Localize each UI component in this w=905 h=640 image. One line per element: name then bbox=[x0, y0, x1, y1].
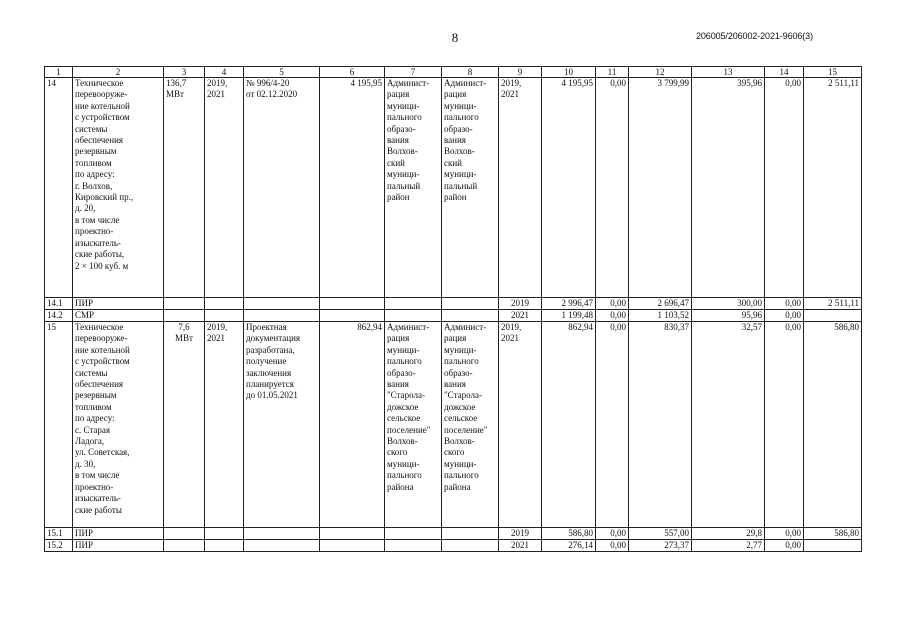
value-cell: 0,00 bbox=[765, 310, 804, 322]
column-header: 15 bbox=[804, 67, 862, 78]
value-cell: 2 511,11 bbox=[804, 298, 862, 310]
years-cell: 2019, 2021 bbox=[205, 78, 244, 298]
years-cell: 2019, 2021 bbox=[499, 322, 542, 528]
value-cell: 0,00 bbox=[596, 298, 629, 310]
column-header: 5 bbox=[244, 67, 320, 78]
value-cell: 4 195,95 bbox=[542, 78, 596, 298]
value-cell bbox=[804, 540, 862, 552]
column-header: 2 bbox=[73, 67, 164, 78]
row-number: 14.1 bbox=[45, 298, 73, 310]
table-row bbox=[45, 528, 862, 540]
value-cell: 395,96 bbox=[692, 78, 765, 298]
row-number: 15 bbox=[45, 322, 73, 528]
value-cell: 300,00 bbox=[692, 298, 765, 310]
organization-cell bbox=[442, 310, 499, 322]
capacity-cell bbox=[164, 310, 205, 322]
value-cell: 586,80 bbox=[542, 528, 596, 540]
value-cell: 0,00 bbox=[765, 322, 804, 528]
object-description: Техническое перевооруже- ние котельной с устройством системы обеспечения резервным топливом по адресу: г. Волхов, Кировский пр., д. 20, в том числе проектно- изыскатель- ские работы, 2 × 100 куб. м bbox=[73, 78, 164, 298]
organization-cell: Админист- рация муници- пального образо- вания "Старола- дожское сельское поселение" Волхов- ского муници- пального района bbox=[442, 322, 499, 528]
value-cell: 0,00 bbox=[596, 528, 629, 540]
object-description: Техническое перевооруже- ние котельной с устройством системы обеспечения резервным топливом по адресу: с. Старая Ладога, ул. Советская, д. 30, в том числе проектно- изыскатель- ские работы bbox=[73, 322, 164, 528]
document-cell bbox=[244, 540, 320, 552]
years-cell: 2019, 2021 bbox=[499, 78, 542, 298]
column-header: 14 bbox=[765, 67, 804, 78]
years-cell: 2019 bbox=[499, 298, 542, 310]
value-cell bbox=[804, 310, 862, 322]
value-cell: 4 195,95 bbox=[320, 78, 385, 298]
row-number: 14 bbox=[45, 78, 73, 298]
value-cell bbox=[320, 298, 385, 310]
value-cell: 2 511,11 bbox=[804, 78, 862, 298]
document-cell: Проектная документация разработана, получение заключения планируется до 01.05.2021 bbox=[244, 322, 320, 528]
value-cell: 32,57 bbox=[692, 322, 765, 528]
value-cell: 276,14 bbox=[542, 540, 596, 552]
column-header: 9 bbox=[499, 67, 542, 78]
capacity-cell bbox=[164, 540, 205, 552]
years-cell bbox=[205, 540, 244, 552]
value-cell: 1 199,48 bbox=[542, 310, 596, 322]
organization-cell bbox=[442, 528, 499, 540]
organization-cell bbox=[442, 540, 499, 552]
capacity-cell: 7,6 МВт bbox=[164, 322, 205, 528]
years-cell bbox=[205, 310, 244, 322]
organization-cell: Админист- рация муници- пального образо- вания Волхов- ский муници- пальный район bbox=[385, 78, 442, 298]
document-cell: № 996/4-20 от 02.12.2020 bbox=[244, 78, 320, 298]
value-cell: 0,00 bbox=[765, 78, 804, 298]
organization-cell: Админист- рация муници- пального образо- вания Волхов- ский муници- пальный район bbox=[442, 78, 499, 298]
column-header: 10 bbox=[542, 67, 596, 78]
document-cell bbox=[244, 310, 320, 322]
value-cell: 586,80 bbox=[804, 322, 862, 528]
value-cell: 862,94 bbox=[320, 322, 385, 528]
value-cell bbox=[320, 540, 385, 552]
column-header: 11 bbox=[596, 67, 629, 78]
value-cell: 830,37 bbox=[629, 322, 692, 528]
years-cell bbox=[205, 298, 244, 310]
value-cell: 557,00 bbox=[629, 528, 692, 540]
value-cell bbox=[320, 528, 385, 540]
row-number: 14.2 bbox=[45, 310, 73, 322]
value-cell: 0,00 bbox=[596, 540, 629, 552]
value-cell: 1 103,52 bbox=[629, 310, 692, 322]
row-number: 15.1 bbox=[45, 528, 73, 540]
table-row bbox=[45, 298, 862, 310]
value-cell bbox=[320, 310, 385, 322]
object-description: СМР bbox=[73, 310, 164, 322]
document-cell bbox=[244, 298, 320, 310]
organization-cell bbox=[442, 298, 499, 310]
column-header: 8 bbox=[442, 67, 499, 78]
document-code: 206005/206002-2021-9606(3) bbox=[695, 31, 813, 41]
value-cell: 0,00 bbox=[596, 310, 629, 322]
value-cell: 0,00 bbox=[765, 298, 804, 310]
capacity-cell bbox=[164, 528, 205, 540]
column-header: 6 bbox=[320, 67, 385, 78]
organization-cell bbox=[385, 540, 442, 552]
investment-table bbox=[44, 66, 862, 552]
column-header: 4 bbox=[205, 67, 244, 78]
table-row bbox=[45, 540, 862, 552]
object-description: ПИР bbox=[73, 298, 164, 310]
capacity-cell: 136,7 МВт bbox=[164, 78, 205, 298]
organization-cell: Админист- рация муници- пального образо- вания "Старола- дожское сельское поселение" Волхов- ского муници- пального района bbox=[385, 322, 442, 528]
value-cell: 95,96 bbox=[692, 310, 765, 322]
value-cell: 3 799,99 bbox=[629, 78, 692, 298]
value-cell: 586,80 bbox=[804, 528, 862, 540]
capacity-cell bbox=[164, 298, 205, 310]
column-header: 13 bbox=[692, 67, 765, 78]
table-row bbox=[45, 310, 862, 322]
value-cell: 2 996,47 bbox=[542, 298, 596, 310]
page-number: 8 bbox=[451, 30, 459, 45]
column-header: 7 bbox=[385, 67, 442, 78]
document-cell bbox=[244, 528, 320, 540]
table-row bbox=[45, 322, 862, 528]
value-cell: 29,8 bbox=[692, 528, 765, 540]
value-cell: 2 696,47 bbox=[629, 298, 692, 310]
value-cell: 2,77 bbox=[692, 540, 765, 552]
object-description: ПИР bbox=[73, 528, 164, 540]
column-number-row bbox=[45, 67, 862, 78]
years-cell: 2019 bbox=[499, 528, 542, 540]
years-cell: 2021 bbox=[499, 540, 542, 552]
table-row bbox=[45, 78, 862, 298]
value-cell: 0,00 bbox=[765, 540, 804, 552]
years-cell: 2019, 2021 bbox=[205, 322, 244, 528]
value-cell: 273,37 bbox=[629, 540, 692, 552]
years-cell: 2021 bbox=[499, 310, 542, 322]
value-cell: 0,00 bbox=[596, 78, 629, 298]
value-cell: 862,94 bbox=[542, 322, 596, 528]
organization-cell bbox=[385, 310, 442, 322]
organization-cell bbox=[385, 298, 442, 310]
column-header: 3 bbox=[164, 67, 205, 78]
value-cell: 0,00 bbox=[596, 322, 629, 528]
row-number: 15.2 bbox=[45, 540, 73, 552]
value-cell: 0,00 bbox=[765, 528, 804, 540]
column-header: 1 bbox=[45, 67, 73, 78]
organization-cell bbox=[385, 528, 442, 540]
column-header: 12 bbox=[629, 67, 692, 78]
object-description: ПИР bbox=[73, 540, 164, 552]
years-cell bbox=[205, 528, 244, 540]
